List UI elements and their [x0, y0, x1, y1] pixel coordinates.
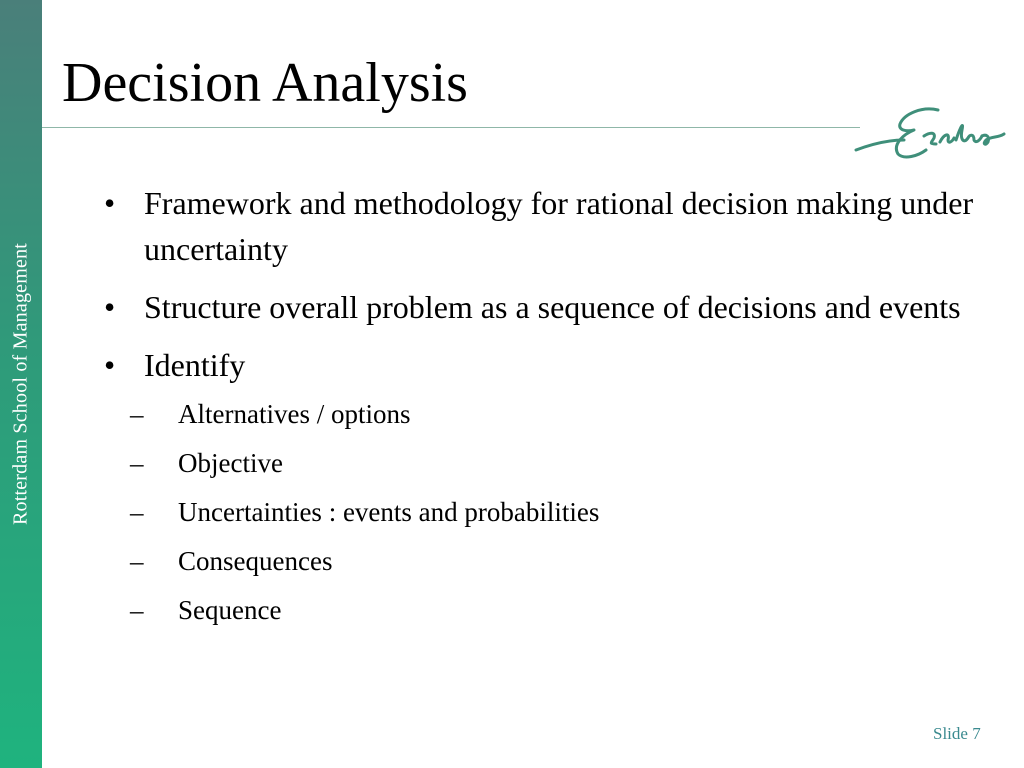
sidebar-band	[0, 0, 42, 768]
sub-bullet-text: Alternatives / options	[178, 399, 411, 429]
sub-bullet-marker: –	[130, 497, 144, 527]
bullet-item	[104, 342, 974, 635]
sub-bullet-item	[130, 390, 974, 439]
bullet-text: Framework and methodology for rational decision making under uncertainty	[144, 185, 974, 267]
sub-bullet-text: Sequence	[178, 595, 282, 625]
sub-bullet-item	[130, 586, 974, 635]
sub-bullet-list	[130, 390, 974, 635]
bullet-text: Identify	[144, 347, 246, 383]
bullet-marker: •	[104, 185, 116, 221]
erasmus-signature-logo-icon	[852, 100, 1010, 162]
sub-bullet-marker: –	[130, 595, 144, 625]
sidebar-school-name: Rotterdam School of Management	[9, 242, 32, 526]
bullet-text: Structure overall problem as a sequence of decisions and events	[144, 289, 961, 325]
sub-bullet-item	[130, 439, 974, 488]
sub-bullet-marker: –	[130, 448, 144, 478]
bullet-item	[104, 284, 974, 330]
sub-bullet-marker: –	[130, 546, 144, 576]
title-divider	[42, 127, 860, 128]
bullet-marker: •	[104, 289, 116, 325]
sub-bullet-item	[130, 537, 974, 586]
sub-bullet-item	[130, 488, 974, 537]
sub-bullet-text: Consequences	[178, 546, 333, 576]
sub-bullet-text: Objective	[178, 448, 283, 478]
slide-number: Slide 7	[933, 724, 981, 743]
sub-bullet-text: Uncertainties : events and probabilities	[178, 497, 600, 527]
slide-title: Decision Analysis	[62, 52, 468, 114]
bullet-list	[104, 180, 974, 647]
bullet-item	[104, 180, 974, 272]
bullet-marker: •	[104, 347, 116, 383]
sub-bullet-marker: –	[130, 399, 144, 429]
